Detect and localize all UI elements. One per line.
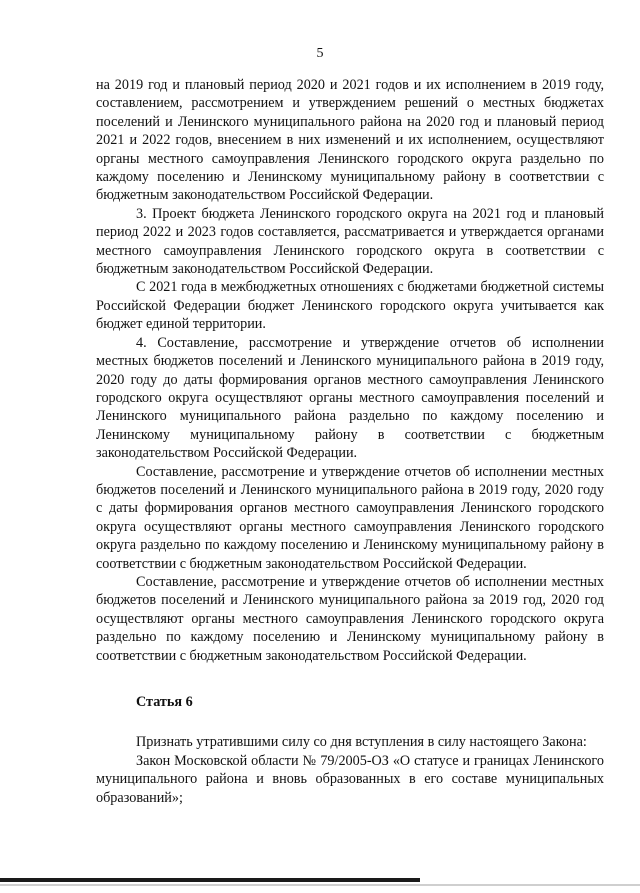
scan-bottom-edge [0,878,420,882]
paragraph-continuation: на 2019 год и плановый период 2020 и 2021 годов и их исполнением в 2019 году, составлением, рассмотрением и утверждением решений о местных бюджетах поселений и Ленинского муниципального района на 2020 год и плановый период 2021 и 2022 годов, внесением в них изменений и их исполнением, осуществляют органы местного самоуправления Ленинского городского округа раздельно по каждому поселению и Ленинскому муниципальному району в соответствии с бюджетным законодательством Российской Федерации. [96,77,604,204]
paragraph-budget-2021: С 2021 года в межбюджетных отношениях с бюджетами бюджетной системы Российской Федерации бюджет Ленинского городского округа учитывается как бюджет единой территории. [96,279,604,333]
document-body [96,76,604,807]
article-6-paragraph-law-79: Закон Московской области № 79/2005-ОЗ «О статусе и границах Ленинского муниципального района и вновь образованных в его составе муниципальных образований»; [96,752,604,806]
paragraph-reports-2019-2020: Составление, рассмотрение и утверждение отчетов об исполнении местных бюджетов поселений и Ленинского муниципального района за 2019 год, 2020 год осуществляют органы местного самоуправления Ленинского городского округа раздельно по каждому поселению и Ленинскому муниципальному району в соответствии с бюджетным законодательством Российской Федерации. [96,573,604,664]
paragraph-item-4: 4. Составление, рассмотрение и утверждение отчетов об исполнении местных бюджетов поселений и Ленинского муниципального района в 2019 году, 2020 году до даты формирования органов местного самоуправления Ленинского городского округа осуществляют органы местного самоуправления поселений и Ленинского муниципального района раздельно по каждому поселению и Ленинскому муниципальному району в соответствии с бюджетным законодательством Российской Федерации. [96,334,604,462]
article-6-paragraph-repeal: Признать утратившими силу со дня вступления в силу настоящего Закона: [136,734,587,751]
page-number: 5 [316,46,324,61]
paragraph-item-3: 3. Проект бюджета Ленинского городского округа на 2021 год и плановый период 2022 и 2023 годов составляется, рассматривается и утверждается органами местного самоуправления Ленинского городского округа в соответствии с бюджетным законодательством Российской Федерации. [96,205,604,278]
scan-bottom-shadow [0,884,640,886]
paragraph-reports-after-formation: Составление, рассмотрение и утверждение отчетов об исполнении местных бюджетов поселений и Ленинского муниципального района в 2019 году, 2020 году с даты формирования органов местного самоуправления Ленинского городского округа осуществляют органы местного самоуправления Ленинского городского округа раздельно по каждому поселению и Ленинскому муниципальному району в соответствии с бюджетным законодательством Российской Федерации. [96,463,604,572]
article-6-title: Статья 6 [136,694,193,710]
